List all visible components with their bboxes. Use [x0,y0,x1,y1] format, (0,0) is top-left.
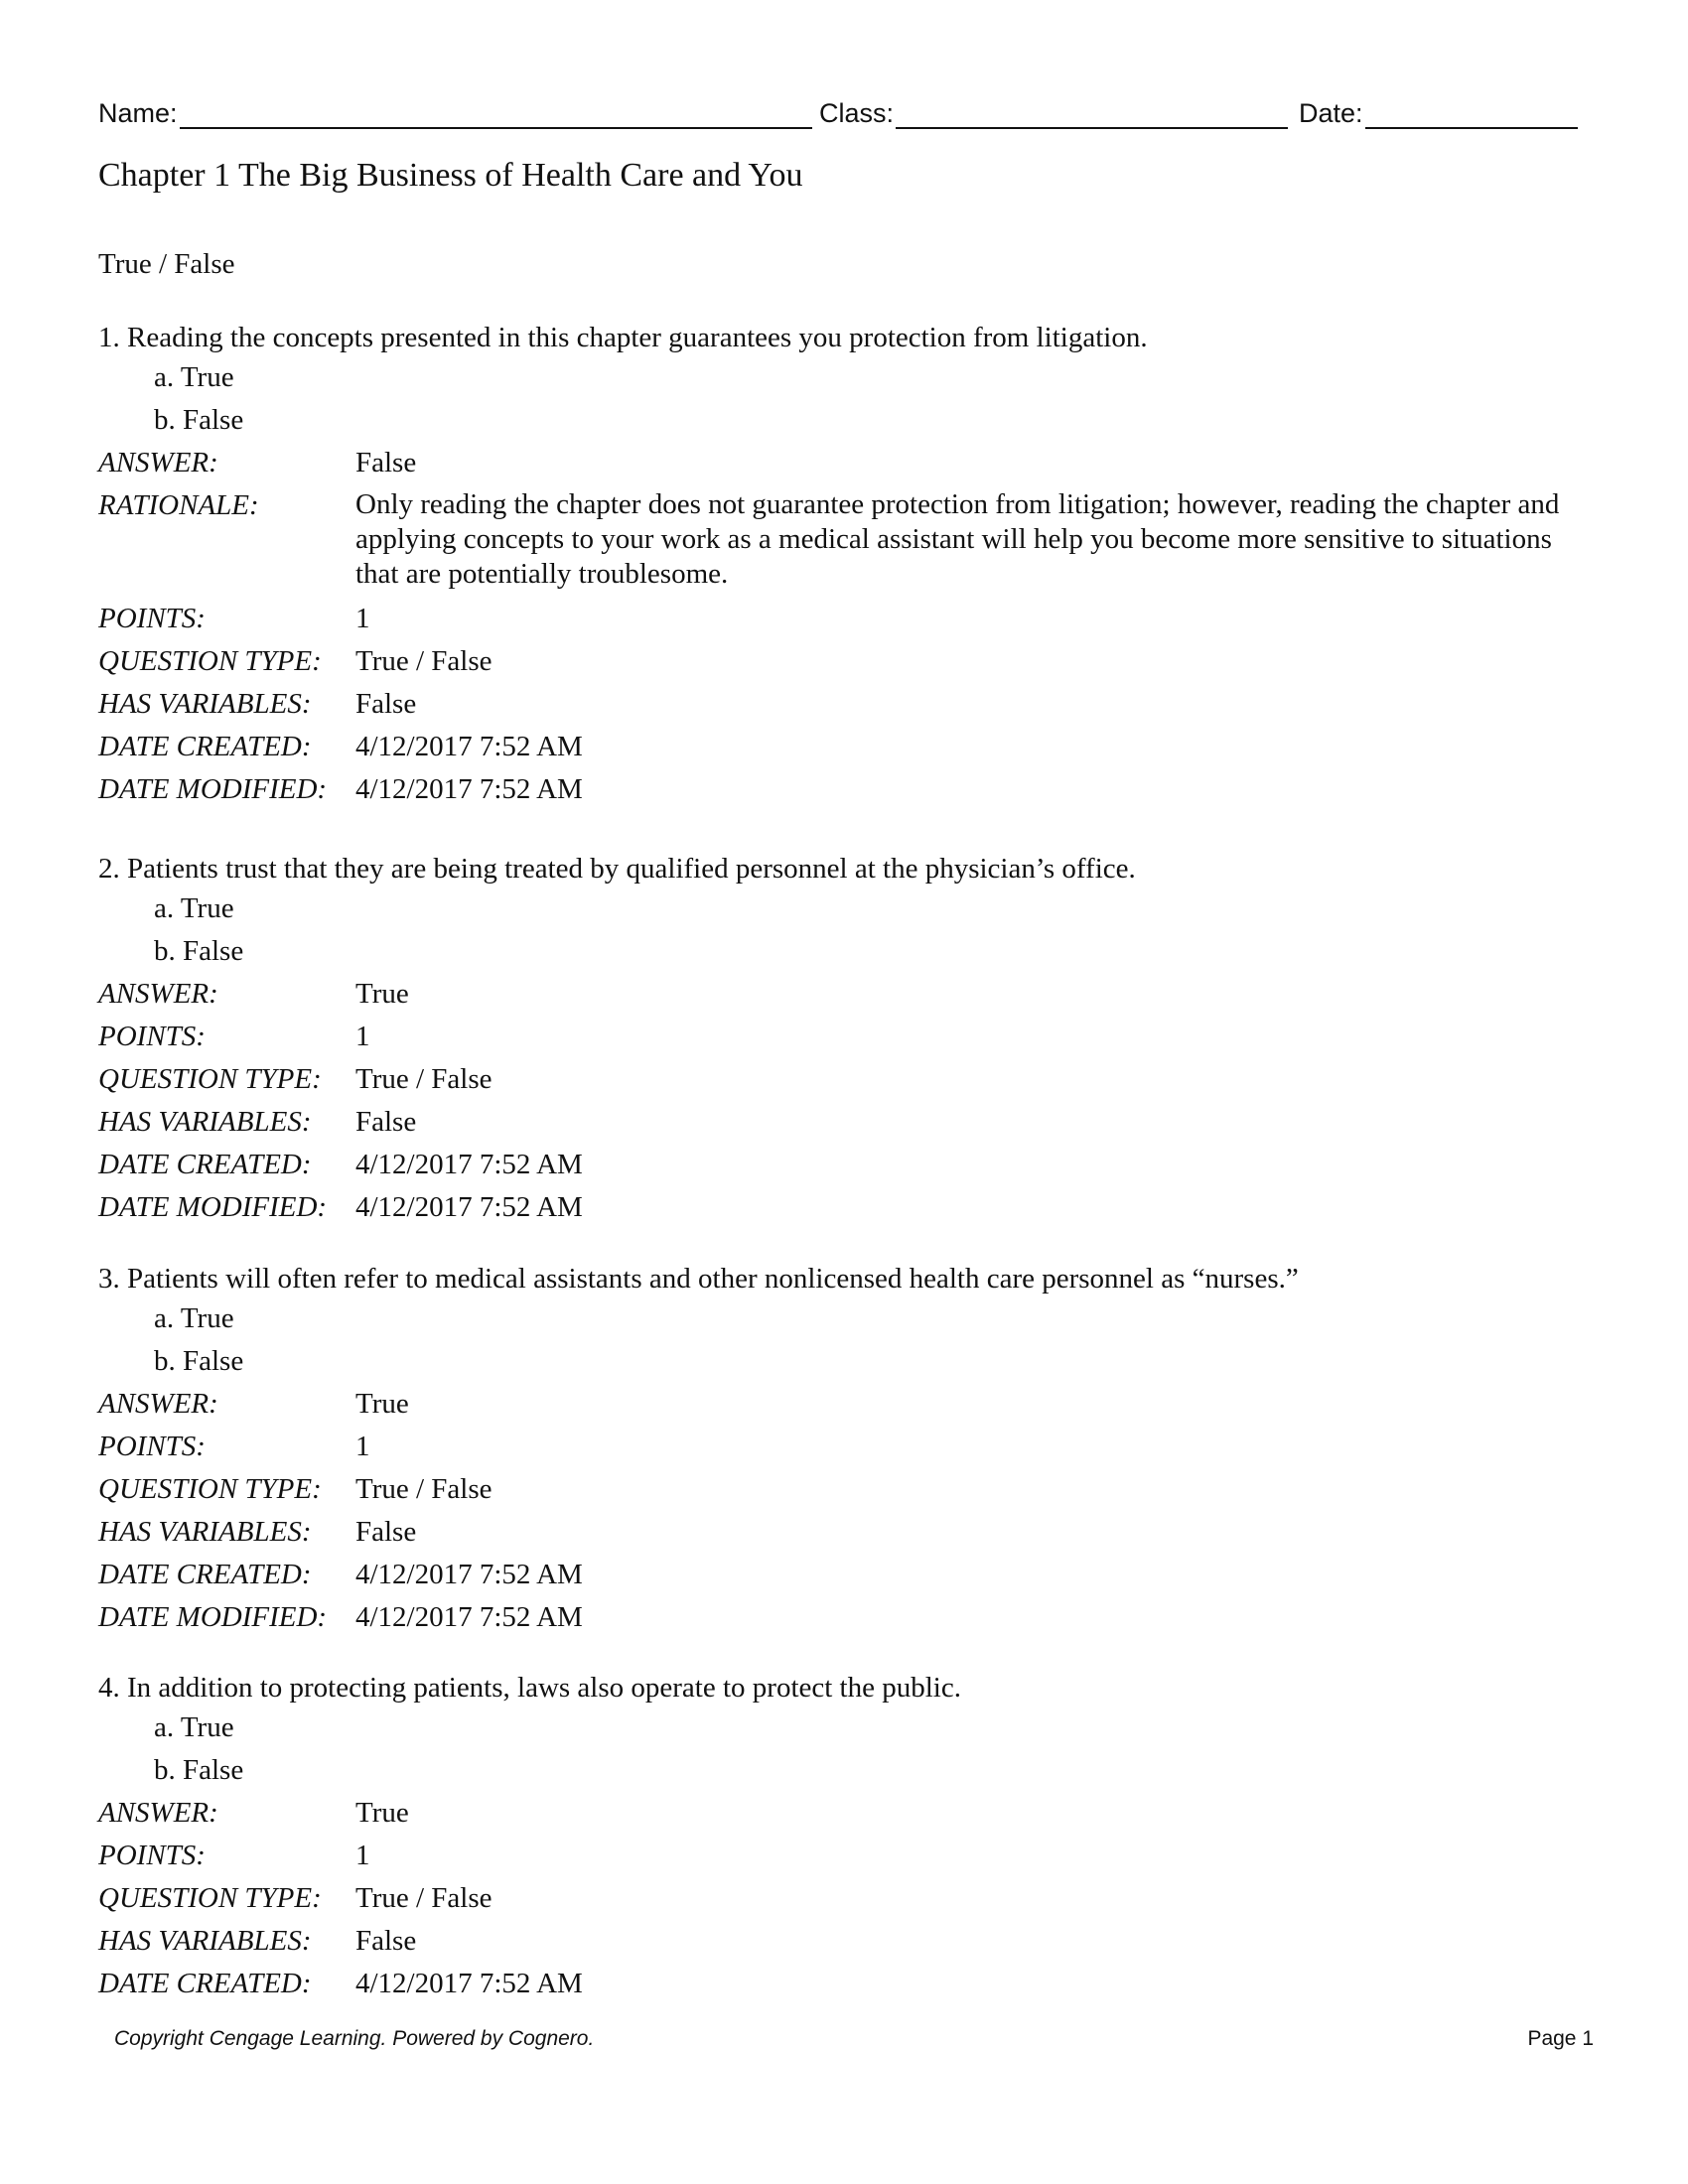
has-variables-value: False [355,688,417,720]
answer-value: True [355,978,409,1010]
date-modified-row [98,1596,1588,1639]
question-type-value: True / False [355,645,492,677]
date-created-value: 4/12/2017 7:52 AM [355,1968,583,1999]
answer-label: ANSWER: [98,978,218,1010]
question-text: 3. Patients will often refer to medical assistants and other nonlicensed health care personnel as “nurses.” [98,1263,1299,1295]
question-type-row [98,1058,1588,1101]
question-text: 2. Patients trust that they are being treated by qualified personnel at the physician’s office. [98,853,1136,885]
points-row [98,1835,1588,1877]
points-value: 1 [355,1431,370,1462]
option-b: b. False [154,404,244,436]
has-variables-row [98,1920,1588,1963]
answer-row [98,442,1588,484]
answer-label: ANSWER: [98,447,218,478]
question-type-label: QUESTION TYPE: [98,1063,322,1095]
answer-value: True [355,1797,409,1829]
points-row [98,1426,1588,1468]
question-text: 4. In addition to protecting patients, laws also operate to protect the public. [98,1672,961,1704]
has-variables-label: HAS VARIABLES: [98,1516,312,1548]
date-created-label: DATE CREATED: [98,1968,312,1999]
date-created-label: DATE CREATED: [98,1559,312,1590]
section-label: True / False [98,248,235,280]
rationale-value: Only reading the chapter does not guarantee protection from litigation; however, reading the chapter and applying concepts to your work as a medical assistant will help you become more sensitive to situations that are potentially troublesome. [355,488,1560,590]
answer-row [98,1792,1588,1835]
question-4 [98,1669,1588,2005]
has-variables-row [98,683,1588,726]
option-a: a. True [154,1302,234,1334]
question-type-label: QUESTION TYPE: [98,645,322,677]
date-modified-label: DATE MODIFIED: [98,1601,328,1633]
option-a: a. True [154,361,234,393]
answer-value: True [355,1388,409,1420]
class-label: Class: [819,98,895,128]
has-variables-label: HAS VARIABLES: [98,1925,312,1957]
has-variables-value: False [355,1106,417,1138]
question-2 [98,850,1588,1229]
date-created-label: DATE CREATED: [98,1149,312,1180]
has-variables-label: HAS VARIABLES: [98,688,312,720]
date-modified-value: 4/12/2017 7:52 AM [355,1191,583,1223]
date-created-row [98,1963,1588,2005]
question-type-value: True / False [355,1882,492,1914]
date-modified-label: DATE MODIFIED: [98,773,328,805]
name-blank[interactable] [180,97,812,129]
answer-value: False [355,447,417,478]
question-type-value: True / False [355,1063,492,1095]
option-b: b. False [154,1754,244,1786]
date-created-label: DATE CREATED: [98,731,312,762]
date-modified-value: 4/12/2017 7:52 AM [355,773,583,805]
date-modified-value: 4/12/2017 7:52 AM [355,1601,583,1633]
option-b: b. False [154,935,244,967]
date-created-row [98,726,1588,768]
question-3 [98,1260,1588,1639]
answer-row [98,1383,1588,1426]
has-variables-label: HAS VARIABLES: [98,1106,312,1138]
chapter-title: Chapter 1 The Big Business of Health Care and You [98,157,803,194]
answer-label: ANSWER: [98,1388,218,1420]
points-row [98,1016,1588,1058]
date-created-row [98,1144,1588,1186]
has-variables-row [98,1101,1588,1144]
date-label: Date: [1299,98,1363,128]
class-field[interactable] [819,97,1288,129]
points-value: 1 [355,1021,370,1052]
question-type-row [98,640,1588,683]
date-blank[interactable] [1365,97,1578,129]
date-created-value: 4/12/2017 7:52 AM [355,1149,583,1180]
rationale-label: RATIONALE: [98,489,259,521]
date-modified-label: DATE MODIFIED: [98,1191,328,1223]
has-variables-value: False [355,1925,417,1957]
has-variables-row [98,1511,1588,1554]
points-value: 1 [355,603,370,634]
points-label: POINTS: [98,603,206,634]
rationale-row [98,484,1588,598]
points-label: POINTS: [98,1431,206,1462]
student-info-header [98,97,1578,137]
date-field[interactable] [1299,97,1578,129]
date-modified-row [98,768,1588,811]
points-label: POINTS: [98,1021,206,1052]
points-row [98,598,1588,640]
question-1 [98,319,1588,811]
answer-label: ANSWER: [98,1797,218,1829]
date-created-row [98,1554,1588,1596]
has-variables-value: False [355,1516,417,1548]
question-type-label: QUESTION TYPE: [98,1882,322,1914]
answer-row [98,973,1588,1016]
page-number: Page 1 [1527,2027,1594,2050]
question-type-row [98,1877,1588,1920]
option-a: a. True [154,1711,234,1743]
date-created-value: 4/12/2017 7:52 AM [355,731,583,762]
date-created-value: 4/12/2017 7:52 AM [355,1559,583,1590]
date-modified-row [98,1186,1588,1229]
question-type-row [98,1468,1588,1511]
question-type-label: QUESTION TYPE: [98,1473,322,1505]
class-blank[interactable] [896,97,1288,129]
name-field[interactable] [98,97,812,129]
points-value: 1 [355,1840,370,1871]
option-a: a. True [154,892,234,924]
option-b: b. False [154,1345,244,1377]
copyright-notice: Copyright Cengage Learning. Powered by Cognero. [114,2027,595,2050]
question-type-value: True / False [355,1473,492,1505]
name-label: Name: [98,98,178,128]
question-text: 1. Reading the concepts presented in this chapter guarantees you protection from litigation. [98,322,1148,353]
points-label: POINTS: [98,1840,206,1871]
